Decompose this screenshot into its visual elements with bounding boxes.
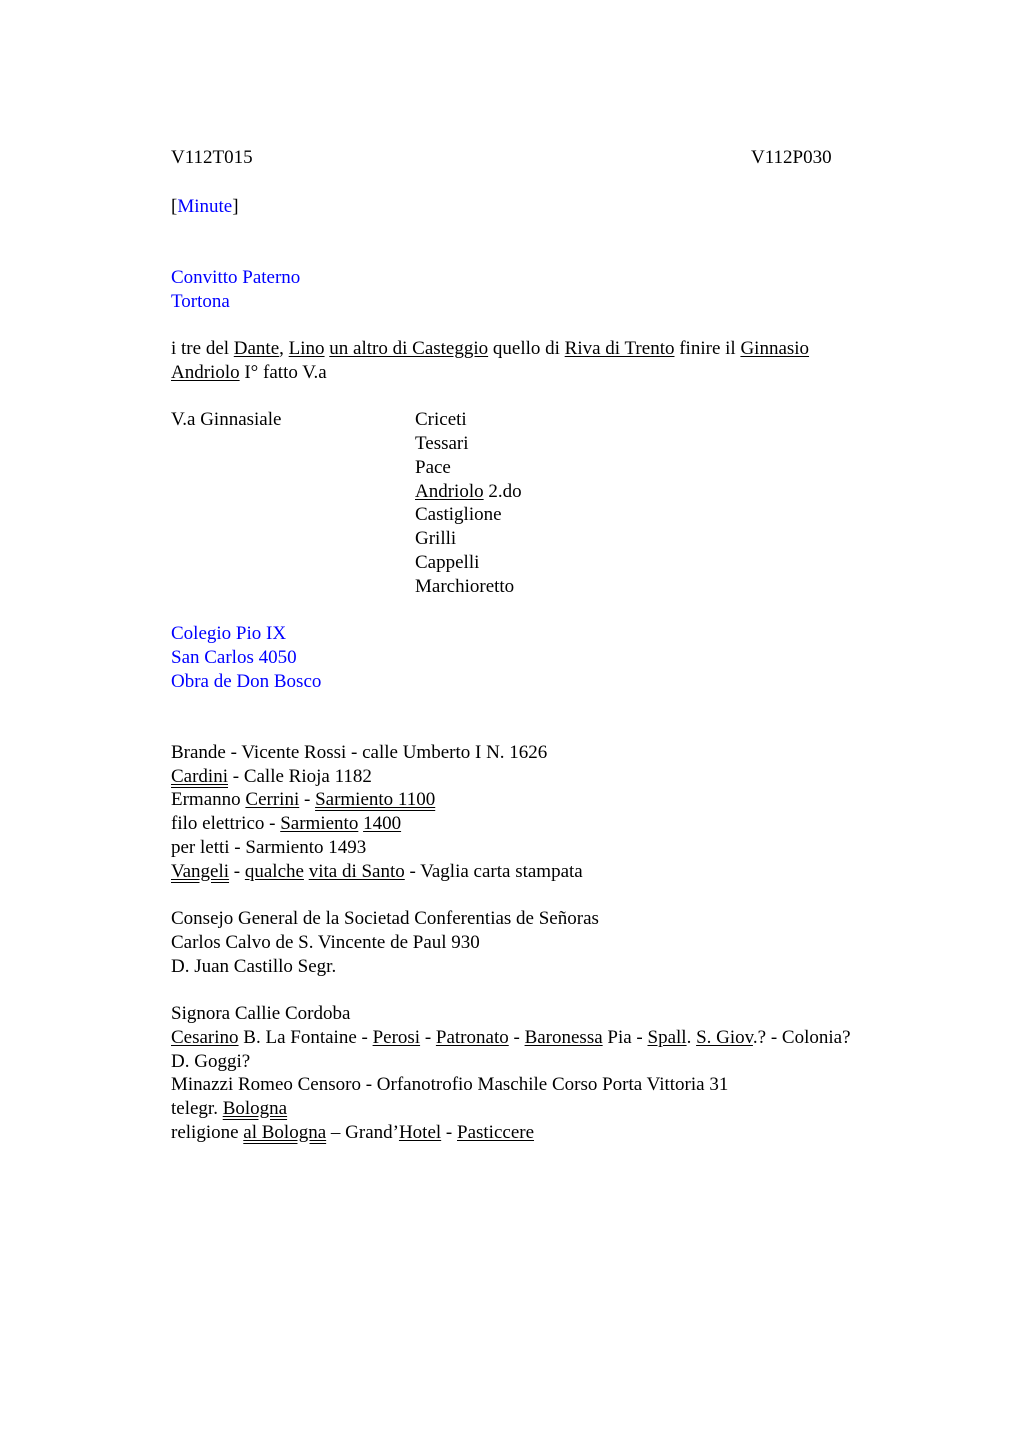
address-line: Brande - Vicente Rossi - calle Umberto I N. 1626 <box>171 742 548 763</box>
convitto-name: Convitto Paterno <box>171 267 301 288</box>
name-cesarino: Cesarino <box>171 1027 239 1048</box>
consejo-line: Carlos Calvo de S. Vincente de Paul 930 <box>171 932 480 953</box>
para1-line2 <box>171 361 327 385</box>
address-text: - <box>229 861 245 882</box>
note-text: telegr. <box>171 1098 223 1119</box>
address-text: Ermanno <box>171 789 246 810</box>
word-vita-di-santo: vita di Santo <box>308 861 405 882</box>
word-vangeli: Vangeli <box>171 861 230 882</box>
word-hotel: Hotel <box>398 1122 442 1143</box>
address-text: - <box>299 789 316 810</box>
minute-heading <box>171 195 239 219</box>
document-code-right: V112P030 <box>751 147 832 168</box>
name-cardini: Cardini <box>171 766 228 787</box>
ginnasiale-label: V.a Ginnasiale <box>171 409 282 430</box>
name-cerrini: Cerrini <box>245 789 300 810</box>
document-code-left: V112T015 <box>171 147 253 168</box>
note-text: - <box>508 1027 525 1048</box>
word-qualche: qualche <box>244 861 304 882</box>
student-name: Tessari <box>415 433 469 454</box>
minute-close-bracket: ] <box>232 196 239 217</box>
note-line <box>171 1097 287 1121</box>
name-perosi: Perosi <box>372 1027 421 1048</box>
address-line <box>171 860 583 884</box>
note-line: D. Goggi? <box>171 1051 251 1072</box>
address-line <box>171 765 372 789</box>
colegio-org: Obra de Don Bosco <box>171 671 322 692</box>
para1-line1 <box>171 337 809 361</box>
address-line: per letti - Sarmiento 1493 <box>171 837 367 858</box>
word-patronato: Patronato <box>435 1027 509 1048</box>
note-text: . <box>686 1027 697 1048</box>
word-spall: Spall <box>647 1027 687 1048</box>
consejo-line: D. Juan Castillo Segr. <box>171 956 337 977</box>
note-line: Minazzi Romeo Censoro - Orfanotrofio Maschile Corso Porta Vittoria 31 <box>171 1074 729 1095</box>
note-text: – Grand’ <box>326 1122 399 1143</box>
consejo-line: Consejo General de la Societad Conferentias de Señoras <box>171 908 599 929</box>
place-riva: Riva di Trento <box>564 338 675 359</box>
address-text: - Vaglia carta stampata <box>404 861 583 882</box>
note-text: religione <box>171 1122 244 1143</box>
para1-text: quello di <box>488 338 565 359</box>
note-text: Pia - <box>602 1027 648 1048</box>
student-suffix: 2.do <box>483 481 522 502</box>
colegio-address: San Carlos 4050 <box>171 647 297 668</box>
note-line <box>171 1121 534 1145</box>
word-pasticcere: Pasticcere <box>457 1122 535 1143</box>
name-dante: Dante <box>233 338 280 359</box>
name-lino: Lino <box>288 338 325 359</box>
student-name: Criceti <box>415 409 467 430</box>
note-text: .? - Colonia? <box>752 1027 851 1048</box>
address-sarmiento-1100: Sarmiento 1100 <box>315 789 436 810</box>
word-s-giov: S. Giov <box>696 1027 753 1048</box>
note-line <box>171 1026 851 1050</box>
para1-text: i tre del <box>171 338 234 359</box>
note-text: - <box>441 1122 457 1143</box>
minute-open-bracket: [ <box>171 196 178 217</box>
colegio-name: Colegio Pio IX <box>171 623 287 644</box>
student-name: Castiglione <box>415 504 502 525</box>
para1-text: finire il <box>674 338 741 359</box>
student-name: Pace <box>415 457 451 478</box>
minute-link[interactable]: Minute <box>177 196 233 217</box>
number-1400: 1400 <box>363 813 402 834</box>
note-line: Signora Callie Cordoba <box>171 1003 351 1024</box>
address-line <box>171 812 401 836</box>
student-name-andriolo: Andriolo <box>415 481 484 502</box>
city-bologna: Bologna <box>222 1098 288 1119</box>
student-name: Cappelli <box>415 552 480 573</box>
word-baronessa: Baronessa <box>524 1027 603 1048</box>
word-ginnasio: Ginnasio <box>740 338 810 359</box>
student-name: Marchioretto <box>415 576 515 597</box>
address-text: - Calle Rioja 1182 <box>228 766 372 787</box>
street-sarmiento: Sarmiento <box>280 813 359 834</box>
name-andriolo: Andriolo <box>171 362 240 383</box>
para1-text: I° fatto V.a <box>239 362 327 383</box>
student-name: Grilli <box>415 528 457 549</box>
address-line <box>171 788 435 812</box>
note-text: - <box>420 1027 436 1048</box>
phrase-al-bologna: al Bologna <box>243 1122 327 1143</box>
address-text: filo elettrico - <box>171 813 281 834</box>
convitto-city: Tortona <box>171 291 230 312</box>
note-text: B. La Fontaine - <box>238 1027 373 1048</box>
para1-text: , <box>279 338 289 359</box>
student-name <box>415 480 522 504</box>
place-casteggio: un altro di Casteggio <box>329 338 489 359</box>
